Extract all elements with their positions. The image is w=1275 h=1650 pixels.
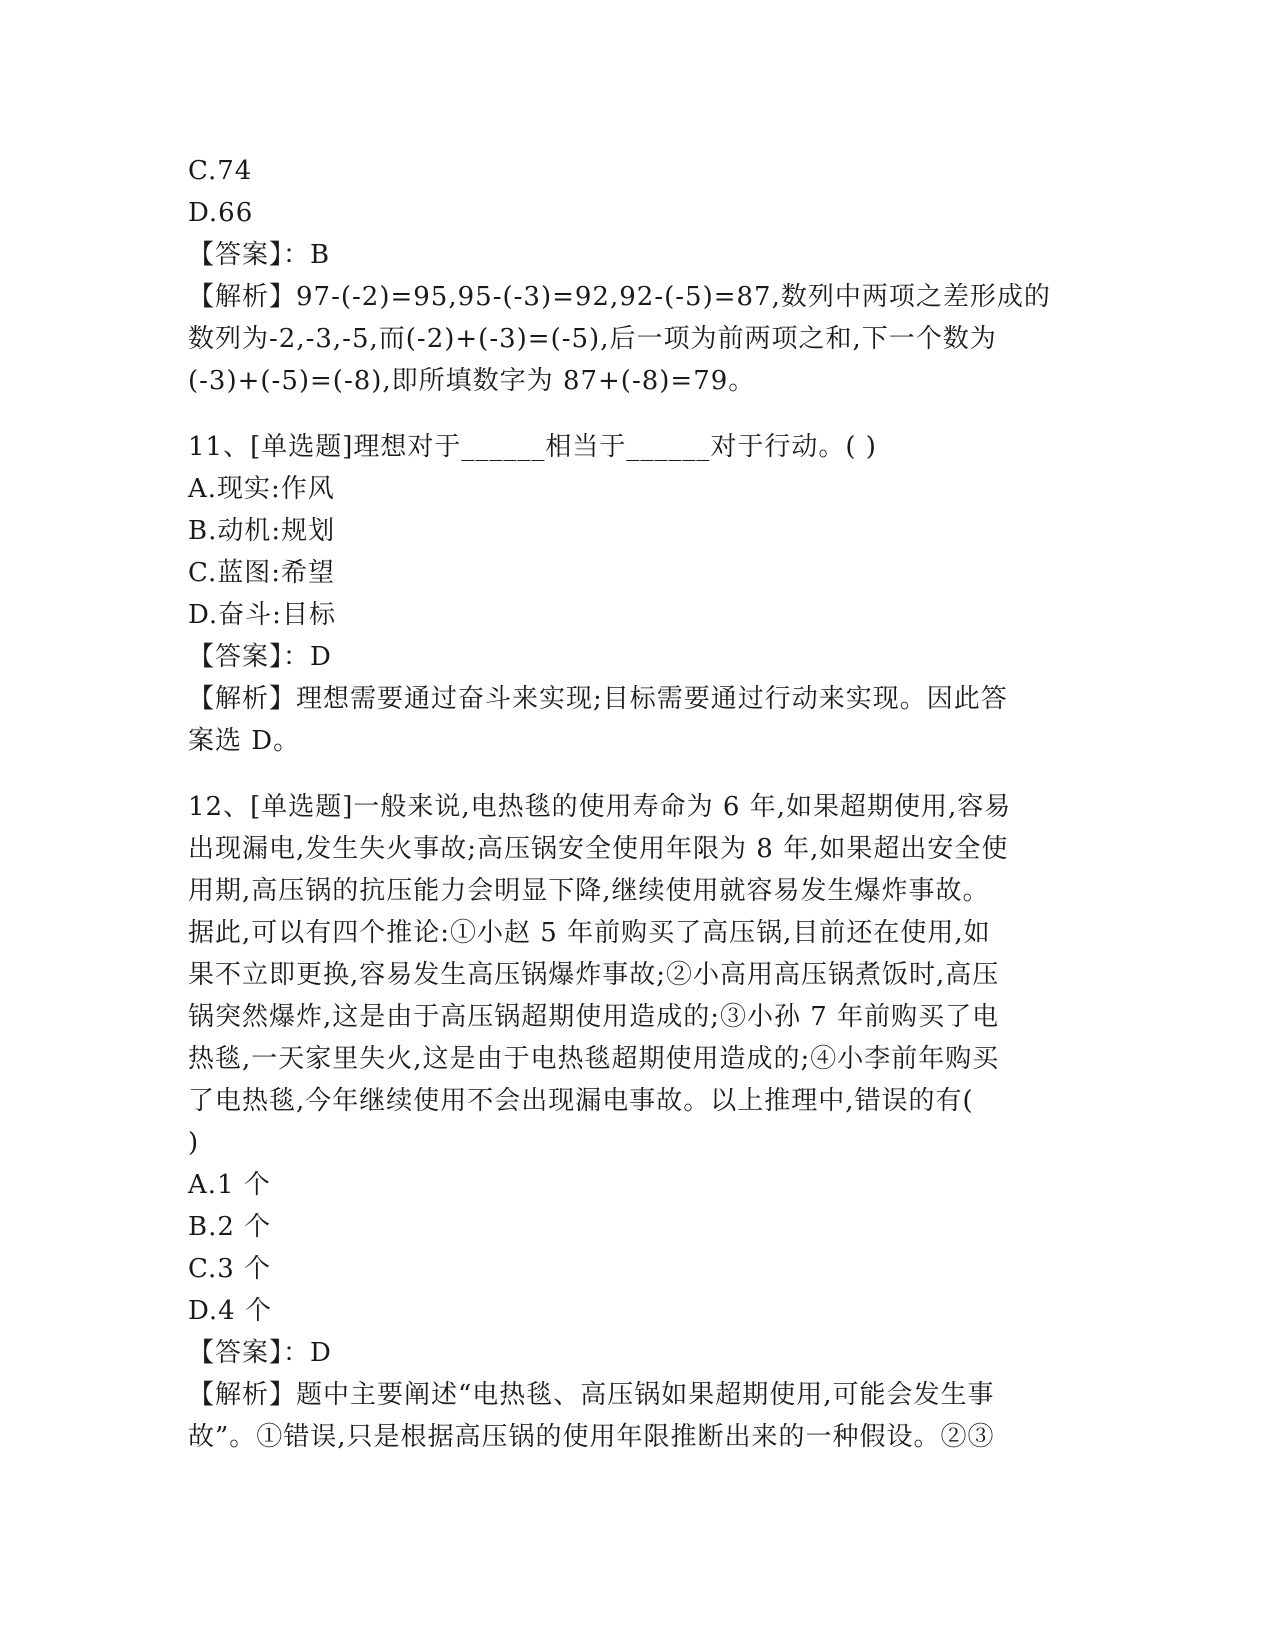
question-11 <box>188 426 1088 762</box>
option-c: C.74 <box>188 156 253 186</box>
question-stem: ) <box>188 1128 200 1158</box>
question-stem: 12、[单选题]一般来说,电热毯的使用寿命为 6 年,如果超期使用,容易 <box>188 792 1012 822</box>
analysis-line: 数列为-2,-3,-5,而(-2)+(-3)=(-5),后一项为前两项之和,下一个数为 <box>188 324 997 354</box>
analysis-line: 【解析】97-(-2)=95,95-(-3)=92,92-(-5)=87,数列中两项之差形成的 <box>188 282 1051 312</box>
question-stem: 出现漏电,发生失火事故;高压锅安全使用年限为 8 年,如果超出安全使 <box>188 834 1009 864</box>
question-stem: 果不立即更换,容易发生高压锅爆炸事故;②小高用高压锅煮饭时,高压 <box>188 960 1000 990</box>
option-d: D.4 个 <box>188 1296 272 1326</box>
answer-line: 【答案】：D <box>188 1338 332 1368</box>
option-a: A.现实:作风 <box>188 474 335 504</box>
option-a: A.1 个 <box>188 1170 271 1200</box>
option-b: B.2 个 <box>188 1212 272 1242</box>
option-d: D.奋斗:目标 <box>188 600 336 630</box>
spacer <box>188 762 1088 786</box>
analysis-line: 案选 D。 <box>188 726 301 756</box>
option-c: C.3 个 <box>188 1254 272 1284</box>
question-stem: 据此,可以有四个推论:①小赵 5 年前购买了高压锅,目前还在使用,如 <box>188 918 991 948</box>
analysis-line: 故”。①错误,只是根据高压锅的使用年限推断出来的一种假设。②③ <box>188 1422 995 1452</box>
answer-line: 【答案】：B <box>188 240 331 270</box>
option-b: B.动机:规划 <box>188 516 336 546</box>
question-stem: 锅突然爆炸,这是由于高压锅超期使用造成的;③小孙 7 年前购买了电 <box>188 1002 1000 1032</box>
prev-question <box>188 150 1088 402</box>
question-12 <box>188 786 1088 1458</box>
spacer <box>188 402 1088 426</box>
question-stem: 用期,高压锅的抗压能力会明显下降,继续使用就容易发生爆炸事故。 <box>188 876 990 906</box>
option-c: C.蓝图:希望 <box>188 558 335 588</box>
analysis-line: (-3)+(-5)=(-8),即所填数字为 87+(-8)=79。 <box>188 366 756 396</box>
analysis-line: 【解析】题中主要阐述“电热毯、高压锅如果超期使用,可能会发生事 <box>188 1380 995 1410</box>
page-content <box>188 150 1088 1458</box>
option-d: D.66 <box>188 198 254 228</box>
question-stem: 热毯,一天家里失火,这是由于电热毯超期使用造成的;④小李前年购买 <box>188 1044 1000 1074</box>
question-stem: 了电热毯,今年继续使用不会出现漏电事故。以上推理中,错误的有( <box>188 1086 974 1116</box>
question-stem: 11、[单选题]理想对于______相当于______对于行动。( ) <box>188 432 877 462</box>
answer-line: 【答案】：D <box>188 642 332 672</box>
analysis-line: 【解析】理想需要通过奋斗来实现;目标需要通过行动来实现。因此答 <box>188 684 1008 714</box>
